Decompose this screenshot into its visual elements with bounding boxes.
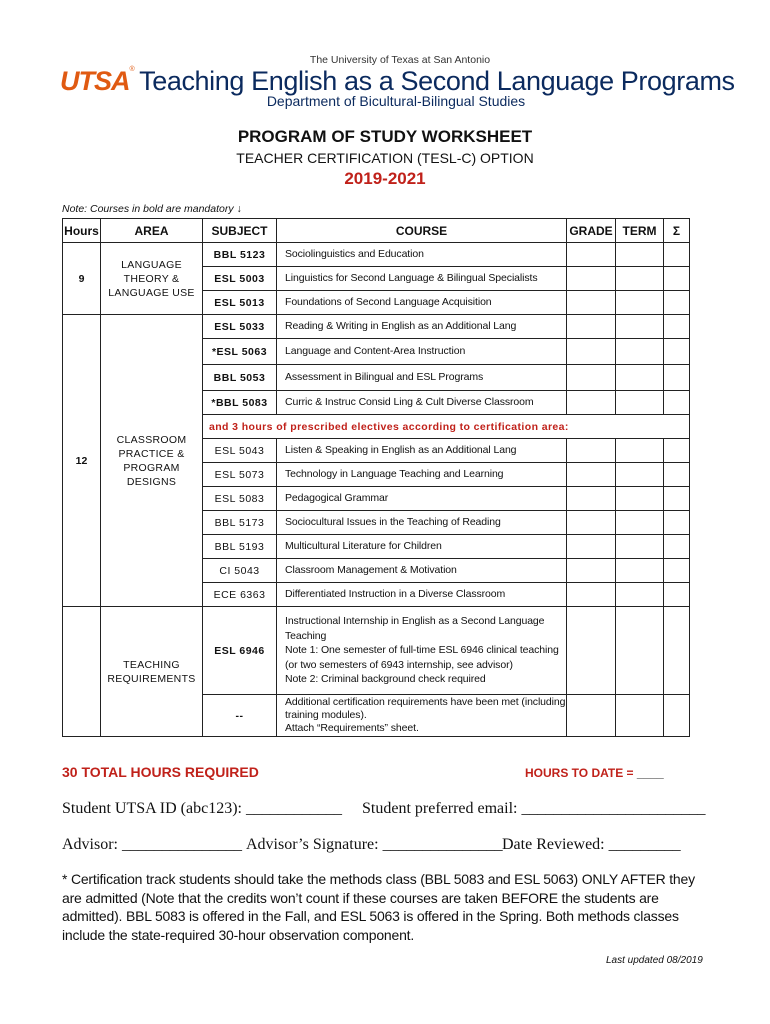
subject-cell: BBL 5193 (203, 535, 277, 559)
program-table (62, 218, 690, 737)
last-updated: Last updated 08/2019 (606, 955, 703, 966)
grade-cell[interactable] (567, 607, 616, 695)
subject-cell: -- (203, 695, 277, 737)
term-cell[interactable] (616, 267, 664, 291)
hours-to-date-label: HOURS TO DATE = (525, 766, 634, 780)
term-cell[interactable] (616, 463, 664, 487)
sigma-cell[interactable] (664, 291, 690, 315)
subject-cell: ESL 5083 (203, 487, 277, 511)
header-grade: GRADE (567, 219, 616, 243)
course-cell: Assessment in Bilingual and ESL Programs (277, 365, 567, 391)
grade-cell[interactable] (567, 267, 616, 291)
header-subject: SUBJECT (203, 219, 277, 243)
course-cell: Sociolinguistics and Education (277, 243, 567, 267)
sigma-cell[interactable] (664, 267, 690, 291)
grade-cell[interactable] (567, 243, 616, 267)
header-area: AREA (101, 219, 203, 243)
advisor-signature-field[interactable]: Advisor’s Signature: _______________ (246, 836, 503, 853)
subject-cell: ESL 5003 (203, 267, 277, 291)
grade-cell[interactable] (567, 315, 616, 339)
course-cell: Reading & Writing in English as an Additional Lang (277, 315, 567, 339)
course-note: Note 1: One semester of full-time ESL 6946 clinical teaching (or two semesters of 6943 internship, see advisor) (285, 644, 559, 671)
course-cell: Pedagogical Grammar (277, 487, 567, 511)
grade-cell[interactable] (567, 463, 616, 487)
term-cell[interactable] (616, 487, 664, 511)
grade-cell[interactable] (567, 391, 616, 415)
grade-cell[interactable] (567, 695, 616, 737)
grade-cell[interactable] (567, 583, 616, 607)
arrow-down-icon: ↓ (236, 203, 242, 215)
table-row (63, 607, 690, 695)
sigma-cell[interactable] (664, 339, 690, 365)
table-row (63, 315, 690, 339)
total-hours-required: 30 TOTAL HOURS REQUIRED (62, 764, 259, 780)
sigma-cell[interactable] (664, 463, 690, 487)
grade-cell[interactable] (567, 439, 616, 463)
sigma-cell[interactable] (664, 607, 690, 695)
header-university: The University of Texas at San Antonio (309, 54, 491, 66)
sigma-cell[interactable] (664, 583, 690, 607)
course-note: Note 2: Criminal background check required (285, 673, 486, 686)
program-title: Teaching English as a Second Language Programs (139, 66, 735, 96)
course-cell: Foundations of Second Language Acquisition (277, 291, 567, 315)
subject-cell: BBL 5123 (203, 243, 277, 267)
course-cell: Classroom Management & Motivation (277, 559, 567, 583)
subject-cell: ESL 5033 (203, 315, 277, 339)
subject-cell: ESL 5043 (203, 439, 277, 463)
subject-cell: BBL 5053 (203, 365, 277, 391)
grade-cell[interactable] (567, 535, 616, 559)
course-cell (277, 695, 567, 737)
group-hours (63, 607, 101, 737)
catalog-years: 2019-2021 (344, 169, 426, 188)
utsa-logo: UTSA (60, 66, 130, 96)
certification-footnote: * Certification track students should take the methods class (BBL 5083 and ESL 5063) ONLY AFTER they are admitted (Note that the credits won’t count if these courses are taken BEFORE the students are admitted). BBL 5083 is offered in the Fall, and ESL 5063 is offered in the Spring. Both methods classes include the state-required 30-hour observation component. (62, 871, 695, 943)
sigma-cell[interactable] (664, 511, 690, 535)
advisor-field[interactable]: Advisor: _______________ (62, 836, 242, 853)
subject-cell: ECE 6363 (203, 583, 277, 607)
sigma-cell[interactable] (664, 559, 690, 583)
sigma-cell[interactable] (664, 487, 690, 511)
grade-cell[interactable] (567, 291, 616, 315)
group-hours: 12 (63, 315, 101, 607)
course-cell: Differentiated Instruction in a Diverse Classroom (277, 583, 567, 607)
grade-cell[interactable] (567, 339, 616, 365)
course-cell: Linguistics for Second Language & Bilingual Specialists (277, 267, 567, 291)
subject-cell: *ESL 5063 (203, 339, 277, 365)
hours-to-date (525, 766, 664, 780)
term-cell[interactable] (616, 559, 664, 583)
subject-cell: BBL 5173 (203, 511, 277, 535)
course-cell: Language and Content-Area Instruction (277, 339, 567, 365)
sigma-cell[interactable] (664, 695, 690, 737)
subject-cell: ESL 6946 (203, 607, 277, 695)
sigma-cell[interactable] (664, 365, 690, 391)
course-cell: Listen & Speaking in English as an Additional Lang (277, 439, 567, 463)
grade-cell[interactable] (567, 365, 616, 391)
subject-cell: ESL 5073 (203, 463, 277, 487)
course-cell: Curric & Instruc Consid Ling & Cult Diverse Classroom (277, 391, 567, 415)
page-subtitle: TEACHER CERTIFICATION (TESL-C) OPTION (236, 150, 534, 166)
email-field[interactable]: Student preferred email: _______________________ (362, 800, 706, 817)
term-cell[interactable] (616, 511, 664, 535)
group-area: TEACHING REQUIREMENTS (101, 607, 203, 737)
course-line: Instructional Internship in English as a Second Language Teaching (285, 615, 545, 642)
term-cell[interactable] (616, 291, 664, 315)
logo-trademark: ® (129, 66, 135, 73)
term-cell[interactable] (616, 315, 664, 339)
table-row (63, 243, 690, 267)
grade-cell[interactable] (567, 559, 616, 583)
sigma-cell[interactable] (664, 535, 690, 559)
page-title: PROGRAM OF STUDY WORKSHEET (237, 127, 533, 146)
group-area: CLASSROOM PRACTICE & PROGRAM DESIGNS (101, 315, 203, 607)
course-line: Attach “Requirements” sheet. (285, 722, 419, 734)
group-hours: 9 (63, 243, 101, 315)
course-cell: Multicultural Literature for Children (277, 535, 567, 559)
sigma-cell[interactable] (664, 439, 690, 463)
course-cell (277, 607, 567, 695)
mandatory-note-text: Note: Courses in bold are mandatory (62, 203, 234, 215)
header-hours: Hours (63, 219, 101, 243)
term-cell[interactable] (616, 695, 664, 737)
course-cell: Sociocultural Issues in the Teaching of Reading (277, 511, 567, 535)
course-line: Additional certification requirements have been met (including training modules). (285, 696, 566, 721)
term-cell[interactable] (616, 439, 664, 463)
sigma-cell[interactable] (664, 243, 690, 267)
header-sigma: Σ (664, 219, 690, 243)
sigma-cell[interactable] (664, 315, 690, 339)
term-cell[interactable] (616, 365, 664, 391)
date-reviewed-field[interactable]: Date Reviewed: _________ (502, 836, 681, 853)
term-cell[interactable] (616, 535, 664, 559)
mandatory-note (62, 203, 242, 215)
subject-cell: *BBL 5083 (203, 391, 277, 415)
subject-cell: CI 5043 (203, 559, 277, 583)
subject-cell: ESL 5013 (203, 291, 277, 315)
course-cell: Technology in Language Teaching and Learning (277, 463, 567, 487)
group-area: LANGUAGE THEORY & LANGUAGE USE (101, 243, 203, 315)
term-cell[interactable] (616, 583, 664, 607)
grade-cell[interactable] (567, 487, 616, 511)
student-id-field[interactable]: Student UTSA ID (abc123): ____________ (62, 800, 342, 817)
term-cell[interactable] (616, 391, 664, 415)
term-cell[interactable] (616, 243, 664, 267)
hours-to-date-field[interactable]: ____ (636, 766, 664, 780)
department-name: Department of Bicultural-Bilingual Studies (266, 93, 526, 109)
term-cell[interactable] (616, 607, 664, 695)
grade-cell[interactable] (567, 511, 616, 535)
header-term: TERM (616, 219, 664, 243)
sigma-cell[interactable] (664, 391, 690, 415)
elective-note: and 3 hours of prescribed electives according to certification area: (203, 415, 690, 439)
term-cell[interactable] (616, 339, 664, 365)
header-course: COURSE (277, 219, 567, 243)
